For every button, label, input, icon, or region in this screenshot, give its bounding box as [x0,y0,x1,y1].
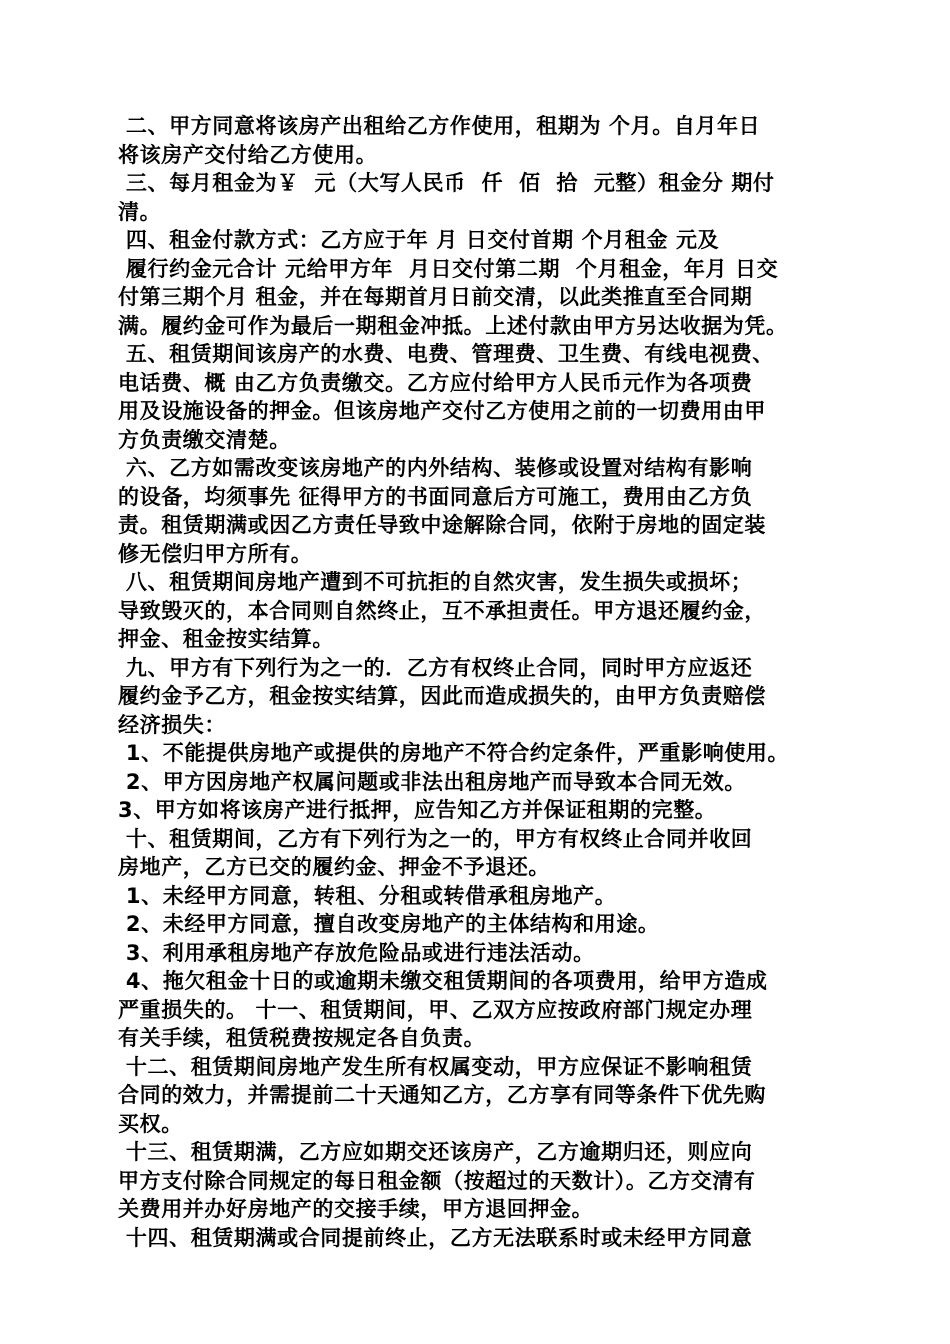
clause-6-line-2: 的设备，均须事先 征得甲方的书面同意后方可施工，费用由乙方负 [118,484,753,509]
clause-3-line-2: 清。 [118,199,162,224]
clause-12-line-1: 十二、租赁期间房地产发生所有权属变动，甲方应保证不影响租赁 [118,1054,753,1079]
clause-10-item-4-line-2: 严重损失的。 十一、租赁期间，甲、乙双方应按政府部门规定办理 [118,997,753,1022]
clause-9-item-3: 3、甲方如将该房产进行抵押，应告知乙方并保证租期的完整。 [118,798,717,822]
clause-13-line-3: 关费用并办好房地产的交接手续，甲方退回押金。 [118,1197,594,1221]
clause-3-line-1: 三、每月租金为￥ 元（大写人民币 仟 佰 拾 元整）租金分 期付 [118,171,775,195]
clause-9-item-1: 1、不能提供房地产或提供的房地产不符合约定条件，严重影响使用。 [118,741,790,765]
clause-12-line-2: 合同的效力，并需提前二十天通知乙方，乙方享有同等条件下优先购 [118,1083,766,1107]
clause-11-line-2: 有关手续，租赁税费按规定各自负责。 [118,1026,486,1050]
clause-8-line-1: 八、租赁期间房地产遭到不可抗拒的自然灾害，发生损失或损坏； [118,570,753,594]
clause-9-line-1: 九、甲方有下列行为之一的．乙方有权终止合同，同时甲方应返还 [118,655,753,680]
clause-13-line-2: 甲方支付除合同规定的每日租金额（按超过的天数计）。乙方交清有 [118,1168,756,1193]
clause-12-line-3: 买权。 [118,1111,183,1136]
clause-5-line-1: 五、租赁期间该房产的水费、电费、管理费、卫生费、有线电视费、 [118,342,774,366]
clause-2-line-2: 将该房产交付给乙方使用。 [118,142,378,167]
clause-5-line-2: 电话费、概 由乙方负责缴交。乙方应付给甲方人民币元作为各项费 [118,370,753,395]
clause-9-line-3: 经济损失： [118,712,226,737]
clause-6-line-4: 修无偿归甲方所有。 [118,541,313,566]
clause-4-line-1: 四、租金付款方式：乙方应于年 月 日交付首期 个月租金 元及 [118,228,720,252]
clause-10-item-3: 3、利用承租房地产存放危险品或进行违法活动。 [118,940,595,965]
clause-4-line-2: 履行约金元合计 元给甲方年 月日交付第二期 个月租金，年月 日交 [118,256,779,281]
clause-9-item-2: 2、甲方因房地产权属问题或非法出租房地产而导致本合同无效。 [118,769,746,794]
clause-8-line-3: 押金、租金按实结算。 [118,627,334,651]
clause-2-line-1: 二、甲方同意将该房产出租给乙方作使用，租期为 个月。自月年日 [118,114,761,138]
clause-14-line-1: 十四、租赁期满或合同提前终止，乙方无法联系时或未经甲方同意 [118,1225,753,1250]
clause-10-line-1: 十、租赁期间，乙方有下列行为之一的，甲方有权终止合同并收回 [118,826,753,851]
clause-10-item-4-line-1: 4、拖欠租金十日的或逾期未缴交租赁期间的各项费用，给甲方造成 [118,969,768,993]
clause-4-line-4: 满。履约金可作为最后一期租金冲抵。上述付款由甲方另达收据为凭。 [118,313,788,338]
clause-6-line-1: 六、乙方如需改变该房地产的内外结构、装修或设置对结构有影响 [118,456,753,480]
clause-4-line-3: 付第三期个月 租金，并在每期首月日前交清，以此类推直至合同期 [118,285,753,309]
clause-10-item-2: 2、未经甲方同意，擅自改变房地产的主体结构和用途。 [118,912,660,936]
clause-5-line-4: 方负责缴交清楚。 [118,427,291,452]
clause-5-line-3: 用及设施设备的押金。但该房地产交付乙方使用之前的一切费用由甲 [118,399,766,423]
contract-page [118,112,846,1252]
clause-10-item-1: 1、未经甲方同意，转租、分租或转借承租房地产。 [118,883,617,908]
clause-8-line-2: 导致毁灭的，本合同则自然终止，互不承担责任。甲方退还履约金， [118,598,766,623]
clause-10-line-2: 房地产，乙方已交的履约金、押金不予退还。 [118,855,550,879]
clause-6-line-3: 责。租赁期满或因乙方责任导致中途解除合同，依附于房地的固定装 [118,513,766,537]
clause-9-line-2: 履约金予乙方，租金按实结算，因此而造成损失的，由甲方负责赔偿 [118,684,766,708]
clause-13-line-1: 十三、租赁期满，乙方应如期交还该房产，乙方逾期归还，则应向 [118,1140,753,1164]
